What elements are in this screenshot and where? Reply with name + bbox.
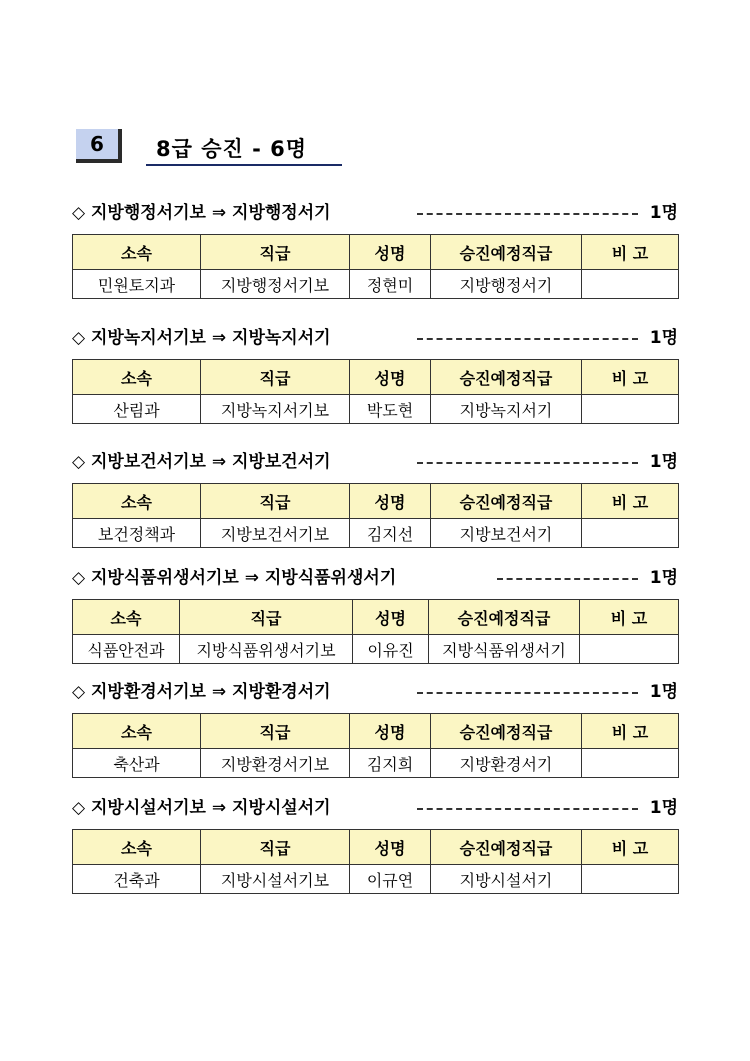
header-new-rank: 승진예정직급 xyxy=(429,600,580,635)
leader-dashes xyxy=(417,462,638,464)
cell-rank: 지방환경서기보 xyxy=(201,749,350,778)
section-heading xyxy=(72,200,678,226)
table-row xyxy=(73,865,679,894)
header-dept: 소속 xyxy=(73,360,201,395)
header-rank: 직급 xyxy=(201,830,350,865)
cell-remarks xyxy=(582,865,679,894)
cell-name: 이규연 xyxy=(350,865,431,894)
promotion-section-3 xyxy=(72,449,678,548)
leader-dashes xyxy=(497,578,638,580)
section-heading xyxy=(72,565,678,591)
header-new-rank: 승진예정직급 xyxy=(431,484,582,519)
heading-count: 1명 xyxy=(649,568,678,588)
header-new-rank: 승진예정직급 xyxy=(431,830,582,865)
header-name: 성명 xyxy=(350,235,431,270)
table-row xyxy=(73,270,679,299)
cell-name: 박도현 xyxy=(350,395,431,424)
cell-dept: 산림과 xyxy=(73,395,201,424)
heading-count: 1명 xyxy=(649,328,678,348)
leader-dashes xyxy=(417,338,638,340)
cell-name: 이유진 xyxy=(353,635,429,664)
table-row xyxy=(73,749,679,778)
header-dept: 소속 xyxy=(73,235,201,270)
promotion-table xyxy=(72,829,679,894)
leader-dashes xyxy=(417,213,638,215)
header-remarks: 비 고 xyxy=(582,484,679,519)
cell-rank: 지방보건서기보 xyxy=(201,519,350,548)
leader-dashes xyxy=(417,808,638,810)
cell-new-rank: 지방환경서기 xyxy=(431,749,582,778)
table-row xyxy=(73,395,679,424)
header-remarks: 비 고 xyxy=(582,714,679,749)
cell-dept: 보건정책과 xyxy=(73,519,201,548)
header-name: 성명 xyxy=(353,600,429,635)
promotion-table xyxy=(72,234,679,299)
cell-remarks xyxy=(580,635,679,664)
header-remarks: 비 고 xyxy=(582,235,679,270)
header-row xyxy=(73,714,679,749)
heading-count: 1명 xyxy=(649,798,678,818)
heading-label: ◇ 지방시설서기보 ⇒ 지방시설서기 xyxy=(72,798,331,818)
header-dept: 소속 xyxy=(73,830,201,865)
cell-dept: 건축과 xyxy=(73,865,201,894)
heading-label: ◇ 지방환경서기보 ⇒ 지방환경서기 xyxy=(72,682,331,702)
cell-dept: 민원토지과 xyxy=(73,270,201,299)
header-rank: 직급 xyxy=(201,484,350,519)
header-rank: 직급 xyxy=(180,600,353,635)
cell-dept: 식품안전과 xyxy=(73,635,180,664)
header-name: 성명 xyxy=(350,714,431,749)
promotion-table xyxy=(72,713,679,778)
table-row xyxy=(73,519,679,548)
header-remarks: 비 고 xyxy=(582,830,679,865)
section-title-text: 8급 승진 - 6명 xyxy=(156,137,308,161)
section-heading xyxy=(72,449,678,475)
promotion-section-6 xyxy=(72,795,678,894)
header-dept: 소속 xyxy=(73,600,180,635)
cell-remarks xyxy=(582,270,679,299)
header-new-rank: 승진예정직급 xyxy=(431,360,582,395)
cell-new-rank: 지방행정서기 xyxy=(431,270,582,299)
promotion-table xyxy=(72,483,679,548)
heading-label: ◇ 지방식품위생서기보 ⇒ 지방식품위생서기 xyxy=(72,568,397,588)
promotion-table xyxy=(72,599,679,664)
cell-rank: 지방시설서기보 xyxy=(201,865,350,894)
header-row xyxy=(73,360,679,395)
header-remarks: 비 고 xyxy=(580,600,679,635)
cell-name: 정현미 xyxy=(350,270,431,299)
cell-name: 김지희 xyxy=(350,749,431,778)
section-heading xyxy=(72,795,678,821)
promotion-section-5 xyxy=(72,679,678,778)
cell-remarks xyxy=(582,519,679,548)
section-number-box: 6 xyxy=(76,129,122,163)
promotion-section-4 xyxy=(72,565,678,664)
header-name: 성명 xyxy=(350,830,431,865)
cell-new-rank: 지방시설서기 xyxy=(431,865,582,894)
cell-rank: 지방녹지서기보 xyxy=(201,395,350,424)
header-new-rank: 승진예정직급 xyxy=(431,714,582,749)
cell-new-rank: 지방식품위생서기 xyxy=(429,635,580,664)
cell-new-rank: 지방보건서기 xyxy=(431,519,582,548)
cell-rank: 지방식품위생서기보 xyxy=(180,635,353,664)
section-heading xyxy=(72,679,678,705)
header-new-rank: 승진예정직급 xyxy=(431,235,582,270)
cell-remarks xyxy=(582,749,679,778)
promotion-section-2 xyxy=(72,325,678,424)
header-remarks: 비 고 xyxy=(582,360,679,395)
cell-name: 김지선 xyxy=(350,519,431,548)
heading-label: ◇ 지방행정서기보 ⇒ 지방행정서기 xyxy=(72,203,331,223)
heading-count: 1명 xyxy=(649,203,678,223)
section-title xyxy=(76,128,342,168)
header-row xyxy=(73,600,679,635)
heading-count: 1명 xyxy=(649,682,678,702)
header-rank: 직급 xyxy=(201,714,350,749)
cell-dept: 축산과 xyxy=(73,749,201,778)
cell-new-rank: 지방녹지서기 xyxy=(431,395,582,424)
section-heading xyxy=(72,325,678,351)
cell-remarks xyxy=(582,395,679,424)
promotion-table xyxy=(72,359,679,424)
heading-label: ◇ 지방보건서기보 ⇒ 지방보건서기 xyxy=(72,452,331,472)
header-rank: 직급 xyxy=(201,360,350,395)
header-name: 성명 xyxy=(350,360,431,395)
header-row xyxy=(73,484,679,519)
heading-label: ◇ 지방녹지서기보 ⇒ 지방녹지서기 xyxy=(72,328,331,348)
header-row xyxy=(73,235,679,270)
header-dept: 소속 xyxy=(73,714,201,749)
heading-count: 1명 xyxy=(649,452,678,472)
header-dept: 소속 xyxy=(73,484,201,519)
header-name: 성명 xyxy=(350,484,431,519)
cell-rank: 지방행정서기보 xyxy=(201,270,350,299)
title-underline xyxy=(146,164,342,166)
header-rank: 직급 xyxy=(201,235,350,270)
leader-dashes xyxy=(417,692,638,694)
header-row xyxy=(73,830,679,865)
table-row xyxy=(73,635,679,664)
promotion-section-1 xyxy=(72,200,678,299)
